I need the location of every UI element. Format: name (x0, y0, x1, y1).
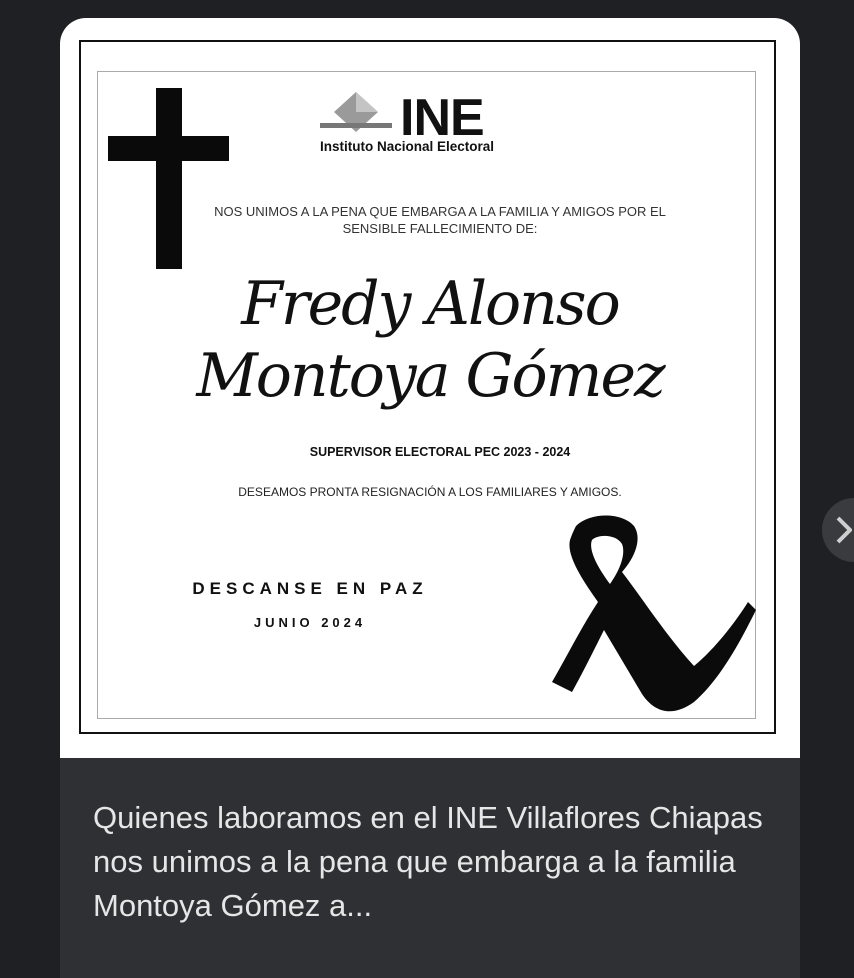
intro-text: NOS UNIMOS A LA PENA QUE EMBARGA A LA FAMILIA Y AMIGOS POR EL SENSIBLE FALLECIMIENTO DE: (214, 204, 666, 236)
deceased-name-line1: Fredy Alonso (241, 269, 619, 339)
logo-acronym: INE (400, 89, 484, 147)
role-text: SUPERVISOR ELECTORAL PEC 2023 - 2024 (309, 445, 571, 459)
mourning-ribbon-icon (518, 506, 758, 716)
post-card[interactable] (60, 18, 800, 978)
date-text: JUNIO 2024 (253, 615, 367, 630)
cross-icon-bar (108, 136, 229, 161)
chevron-right-icon (836, 516, 852, 544)
logo-full-name: Instituto Nacional Electoral (320, 139, 495, 154)
cross-icon (156, 88, 182, 269)
wish-text: DESEAMOS PRONTA RESIGNACIÓN A LOS FAMILIARES Y AMIGOS. (238, 485, 622, 499)
post-caption[interactable]: Quienes laboramos en el INE Villaflores Chiapas nos unimos a la pena que embarga a la familia Montoya Gómez a... (93, 800, 763, 923)
deceased-name-line2: Montoya Gómez (196, 341, 664, 411)
ine-logo (318, 88, 543, 160)
ine-logo-mark-icon (318, 90, 394, 136)
next-arrow-button[interactable] (822, 498, 854, 562)
caption-area (60, 758, 800, 978)
deceased-name (120, 268, 740, 412)
rest-in-peace-text: DESCANSE EN PAZ (192, 579, 428, 598)
